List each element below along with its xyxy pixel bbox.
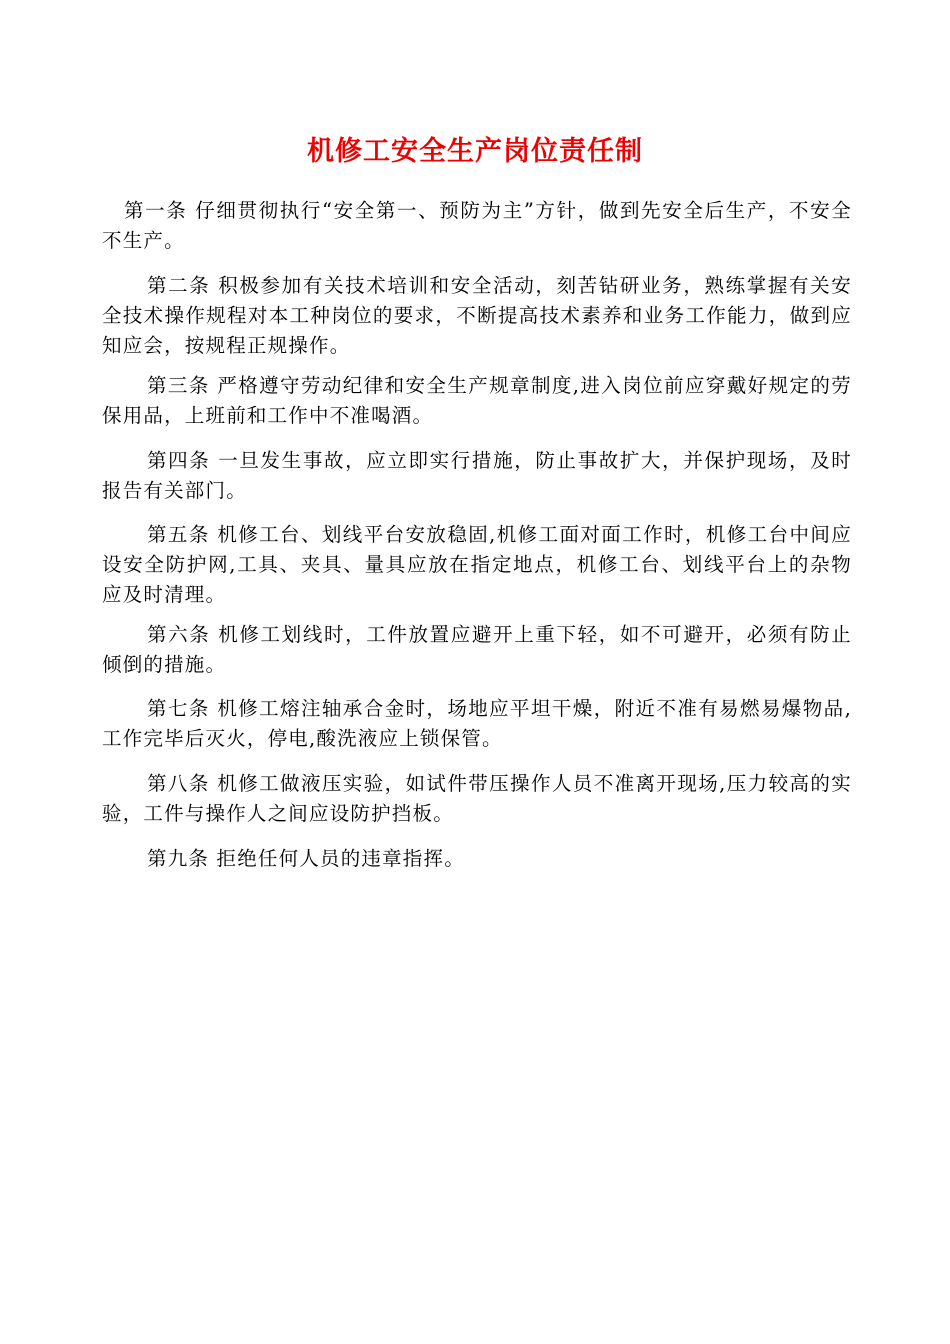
document-title: 机修工安全生产岗位责任制: [307, 136, 643, 167]
article-5: 第五条 机修工台、划线平台安放稳固,机修工面对面工作时，机修工台中间应设安全防护网,工具、夹具、量具应放在指定地点，机修工台、划线平台上的杂物应及时清理。: [102, 523, 852, 606]
article-7: 第七条 机修工熔注轴承合金时，场地应平坦干燥，附近不准有易燃易爆物品,工作完毕后灭火，停电,酸洗液应上锁保管。: [102, 697, 852, 750]
article-8: 第八条 机修工做液压实验，如试件带压操作人员不准离开现场,压力较高的实验，工件与操作人之间应设防护挡板。: [102, 772, 852, 825]
article-4: 第四条 一旦发生事故，应立即实行措施，防止事故扩大，并保护现场，及时报告有关部门。: [102, 449, 852, 502]
article-3: 第三条 严格遵守劳动纪律和安全生产规章制度,进入岗位前应穿戴好规定的劳保用品，上班前和工作中不准喝酒。: [102, 374, 852, 427]
article-2: 第二条 积极参加有关技术培训和安全活动，刻苦钻研业务，熟练掌握有关安全技术操作规程对本工种岗位的要求，不断提高技术素养和业务工作能力，做到应知应会，按规程正规操作。: [102, 274, 852, 357]
article-9: 第九条 拒绝任何人员的违章指挥。: [147, 847, 465, 870]
article-1: 第一条 仔细贯彻执行“安全第一、预防为主”方针，做到先安全后生产，不安全不生产。: [102, 199, 852, 252]
article-6: 第六条 机修工划线时，工件放置应避开上重下轻，如不可避开，必须有防止倾倒的措施。: [102, 623, 852, 676]
